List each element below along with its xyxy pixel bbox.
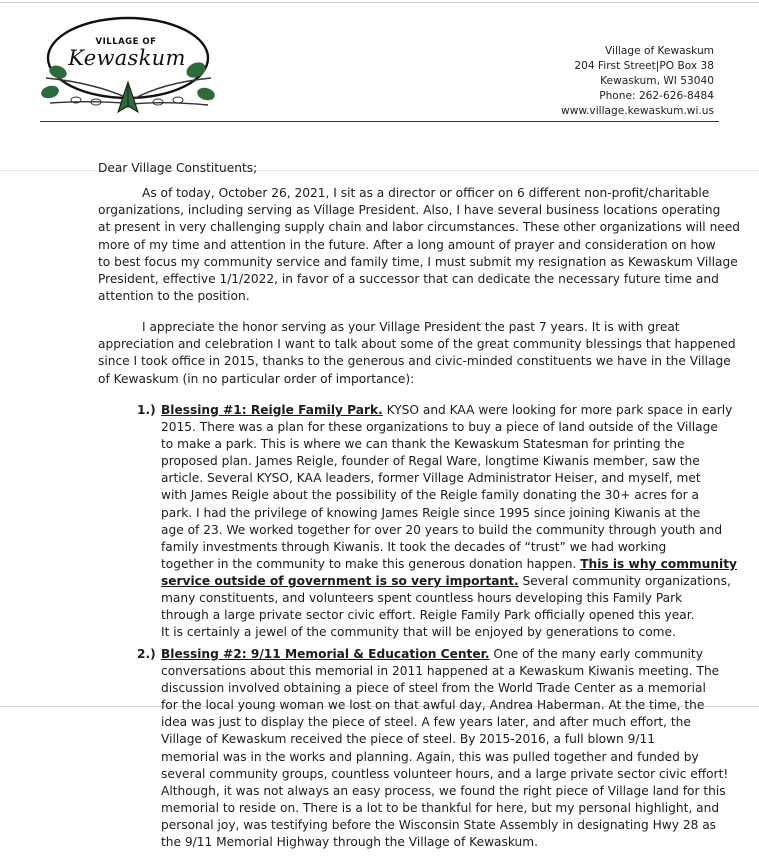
emphasis-text: service outside of government is so very important. [161, 573, 519, 588]
paragraph-line: I appreciate the honor serving as your Village President the past 7 years. It is with great [142, 320, 680, 334]
address-line-phone: Phone: 262-626-8484 [599, 90, 714, 102]
list-number: 2.) [137, 647, 156, 661]
list-item-line: conversations about this memorial in 2011 happened at a Kewaskum Kiwanis meeting. The [161, 664, 720, 679]
list-item-line: personal joy, was testifying before the Wisconsin State Assembly in designating Hwy 28 as [161, 817, 717, 832]
letterhead-rule [40, 121, 719, 122]
list-item-first-line [161, 646, 703, 663]
scan-line-top [0, 2, 759, 3]
paragraph-line: As of today, October 26, 2021, I sit as a director or officer on 6 different non-profit/charitable [142, 186, 710, 200]
address-line-website: www.village.kewaskum.wi.us [561, 105, 714, 117]
paragraph-line: attention to the position. [98, 289, 250, 304]
salutation: Dear Village Constituents; [98, 161, 258, 175]
list-item-emphasis-line [161, 556, 737, 573]
paragraph-line: President, effective 1/1/2022, in favor of a successor that can dedicate the necessary future time and [98, 272, 719, 287]
list-item-line: discussion involved obtaining a piece of steel from the World Trade Center as a memorial [161, 681, 706, 696]
paragraph-line: organizations, including serving as Village President. Also, I have several business locations operating [98, 203, 721, 218]
list-item-line: Although, it was not always an easy process, we found the right piece of Village land for this [161, 783, 726, 798]
list-item-line: memorial to reside on. There is a lot to be thankful for here, but my personal highlight, and [161, 800, 720, 815]
paragraph-line: at present in very challenging supply chain and labor circumstances. These other organizations will need [98, 220, 741, 235]
logo-caption-top: VILLAGE OF [95, 37, 157, 47]
paragraph-line: to best focus my community service and family time, I must submit my resignation as Kewaskum Village [98, 254, 738, 269]
list-item-line: memorial was in the works and planning. Again, this was pulled together and funded by [161, 749, 699, 764]
list-item-line: Village of Kewaskum received the piece of steel. By 2015-2016, a full blown 9/11 [161, 732, 655, 747]
address-line-street: 204 First Street|PO Box 38 [574, 60, 714, 72]
list-item-text: Several community organizations, [518, 573, 731, 588]
list-item-line: through a large private sector civic effort. Reigle Family Park officially opened this year. [161, 608, 695, 623]
list-item-text: KYSO and KAA were looking for more park space in early [382, 403, 733, 417]
paragraph-line: appreciation and celebration I want to talk about some of the great community blessings that happened [98, 337, 736, 352]
list-item-text: One of the many early community [489, 647, 703, 661]
list-item-first-line [161, 402, 733, 419]
paragraph-resignation [98, 185, 741, 305]
paragraph-appreciation [98, 319, 736, 388]
blessing-2 [137, 646, 729, 851]
paragraph-line: more of my time and attention in the future. After a long amount of prayer and consideration on how [98, 237, 716, 252]
letterhead-address [561, 44, 714, 119]
list-item-line: the 9/11 Memorial Highway through the Village of Kewaskum. [161, 835, 539, 850]
list-item-line: for the local young woman we lost on that awful day, Andrea Haberman. At the time, the [161, 698, 705, 713]
list-item-line: many constituents, and volunteers spent countless hours developing this Family Park [161, 591, 683, 606]
list-item-line: age of 23. We worked together for over 20 years to build the community through youth and [161, 522, 723, 537]
blessing-title: Blessing #2: 9/11 Memorial & Education Center. [161, 647, 490, 661]
list-item-line: park. I had the privilege of knowing James Reigle since 1995 since joining Kiwanis at the [161, 505, 701, 520]
list-item-text: together in the community to make this generous donation happen. [161, 556, 581, 571]
blessing-1 [137, 402, 737, 641]
list-item-line: with James Reigle about the possibility of the Reigle family donating the 30+ acres for a [161, 488, 700, 503]
paragraph-line: since I took office in 2015, thanks to the generous and civic-minded constituents we have in the Village [98, 354, 731, 369]
list-item-line: It is certainly a jewel of the community that will be enjoyed by generations to come. [161, 625, 676, 640]
list-item-line: to make a park. This is where we can thank the Kewaskum Statesman for printing the [161, 437, 685, 452]
list-item-emphasis-line [161, 573, 731, 590]
blessing-title: Blessing #1: Reigle Family Park. [161, 403, 383, 417]
list-item-line: proposed plan. James Reigle, founder of Regal Ware, longtime Kiwanis member, saw the [161, 454, 700, 469]
address-line-city: Kewaskum, WI 53040 [600, 75, 714, 87]
paragraph-line: of Kewaskum (in no particular order of importance): [98, 371, 415, 386]
list-item-line: family investments through Kiwanis. It took the decades of “trust” we had working [161, 539, 667, 554]
address-line-name: Village of Kewaskum [605, 45, 714, 57]
list-number: 1.) [137, 403, 156, 417]
list-item-line: 2015. There was a plan for these organizations to buy a piece of land outside of the Village [161, 420, 718, 435]
emphasis-text: This is why community [580, 556, 737, 571]
logo-wordmark: Kewaskum [68, 46, 186, 70]
list-item-line: idea was just to display the piece of steel. A few years later, and after much effort, the [161, 715, 691, 730]
list-item-line: article. Several KYSO, KAA leaders, former Village Administrator Heiser, and myself, met [161, 471, 701, 486]
list-item-line: several community groups, countless volunteer hours, and a large private sector civic effort! [161, 766, 729, 781]
